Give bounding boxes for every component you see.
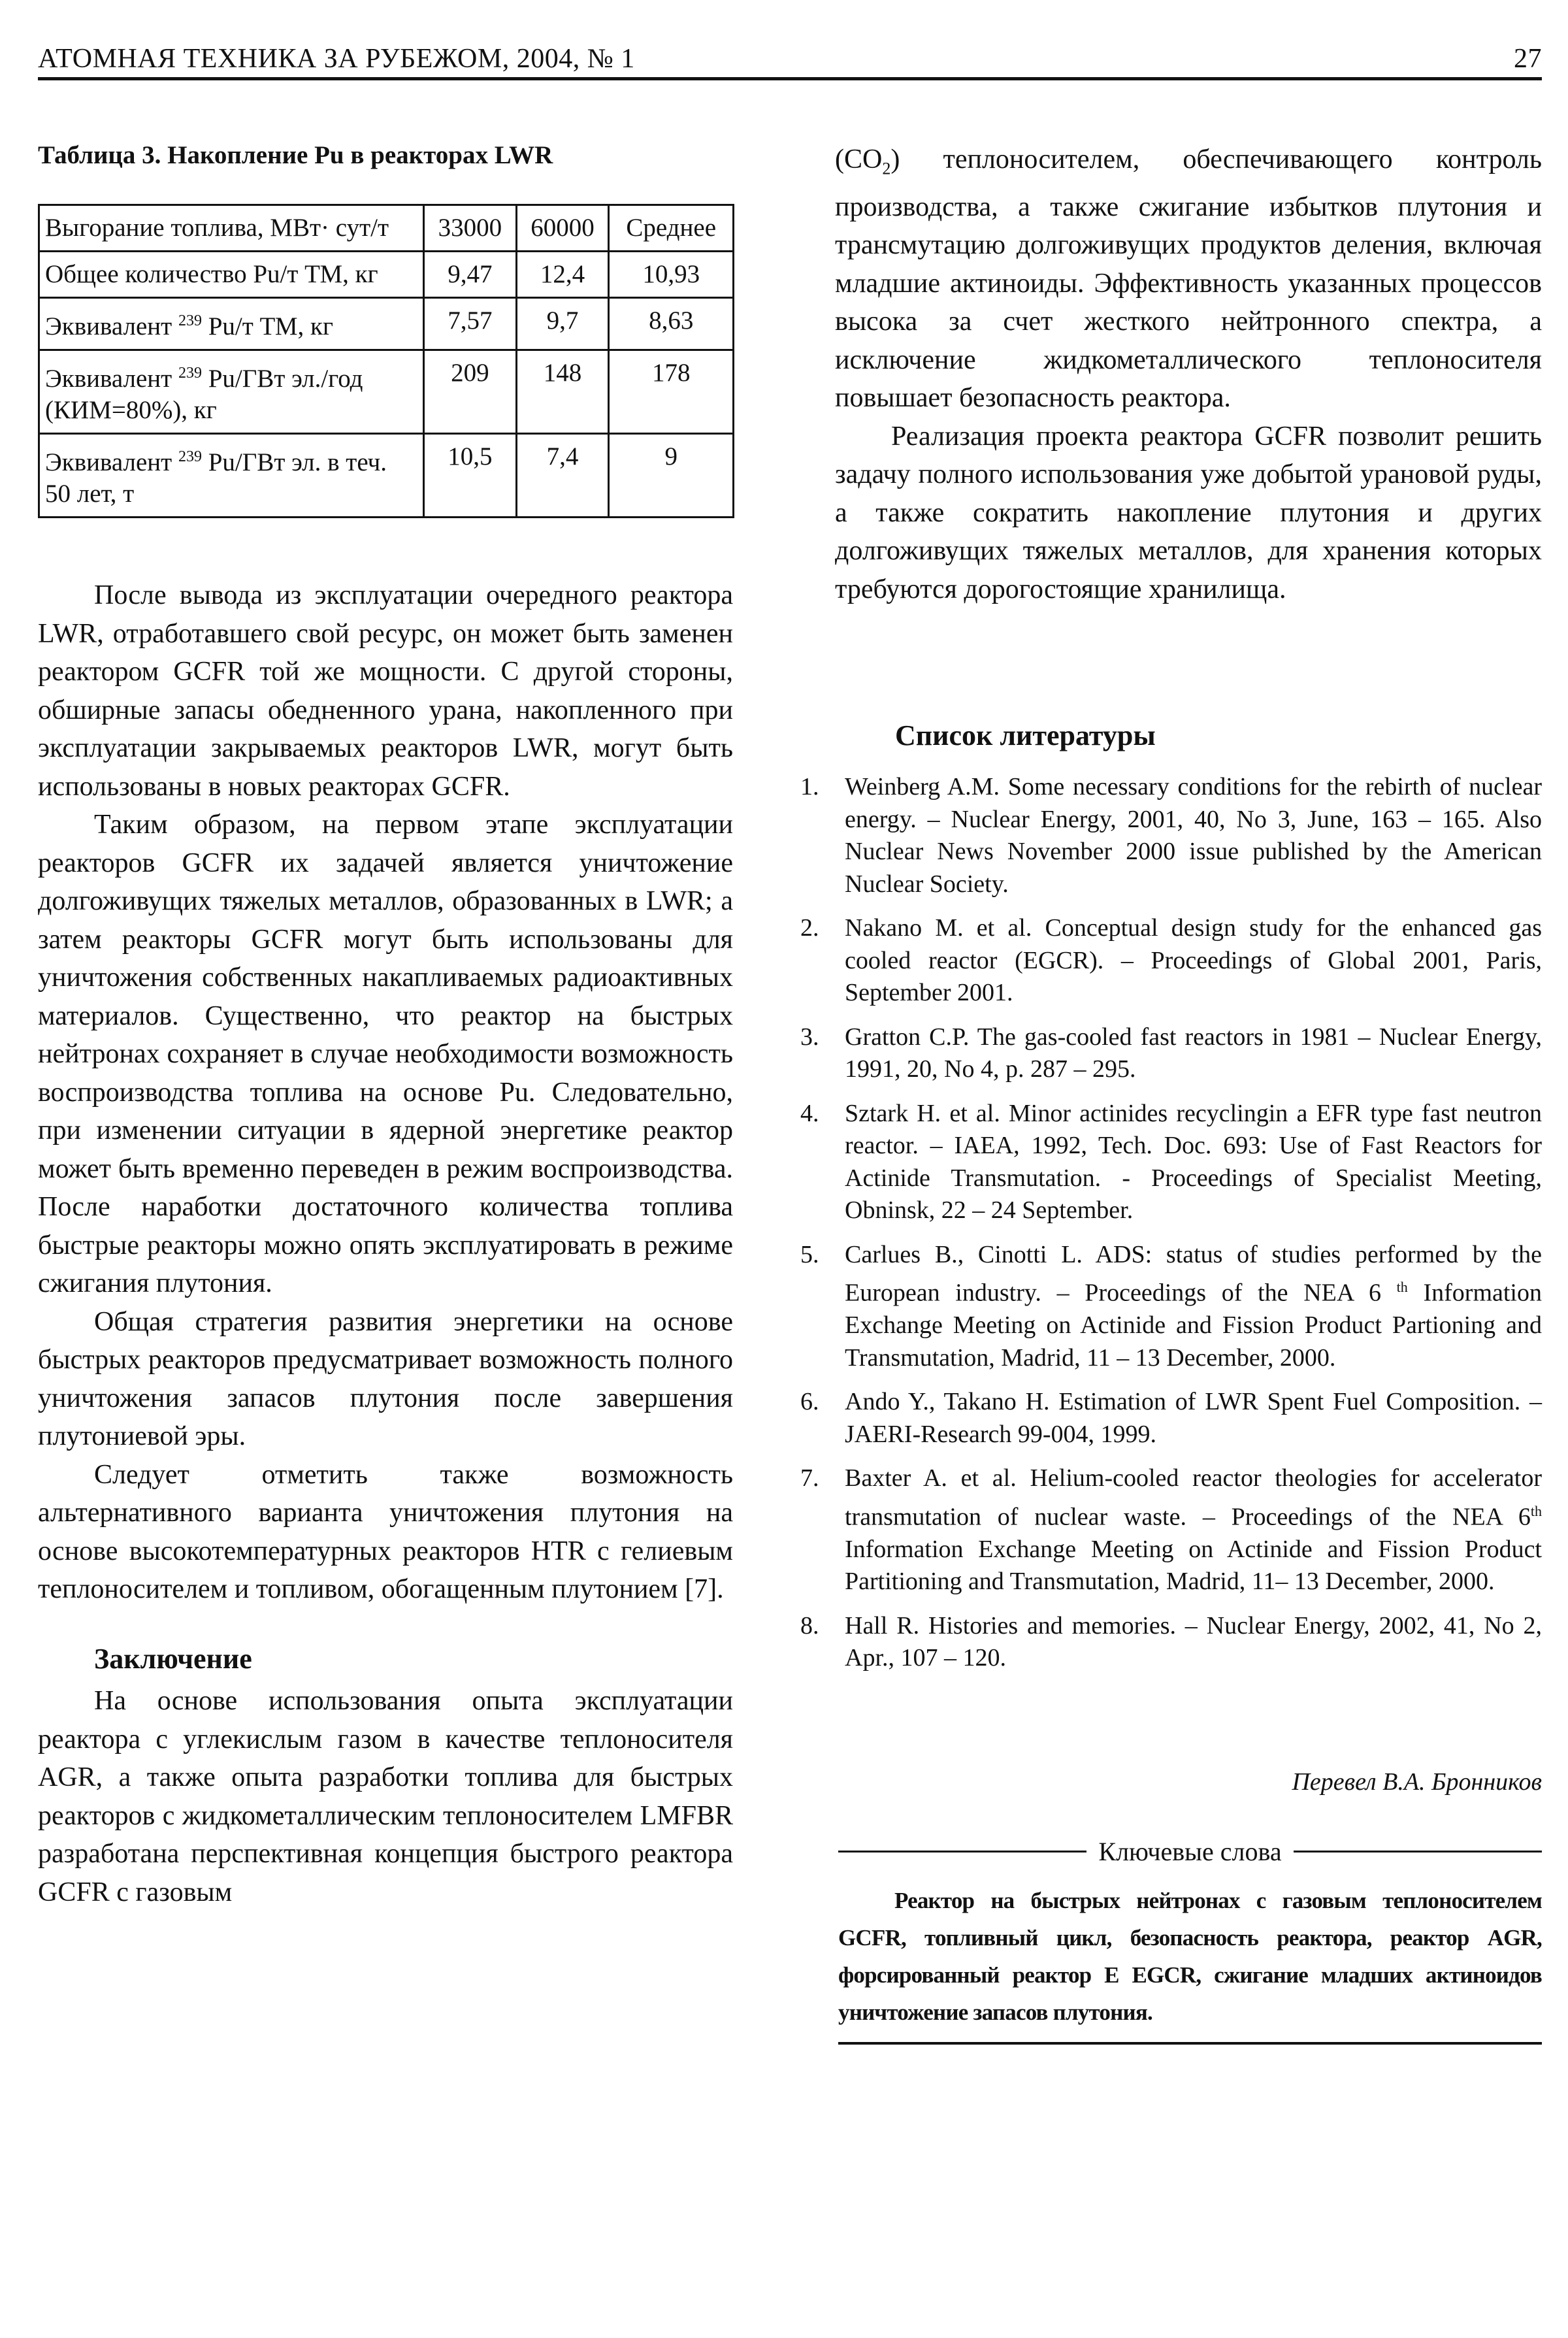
keywords-title-bar xyxy=(838,1836,1542,1867)
header-rule xyxy=(38,77,1542,80)
table-row-label: Эквивалент $^{239}$ Pu/т ТМ, кг xyxy=(39,298,424,350)
reference-item: 7. Baxter A. et al. Helium-cooled reactor theologies for accelerator transmutation of nuclear waste. – Proceedings of the NEA 6th Information Exchange Meeting on Actinide and Fission Product Partitioning and Transmutation, Madrid, 11– 13 December, 2000. xyxy=(800,1464,1542,1596)
table-cell: 12,4 xyxy=(516,252,609,298)
table-cell: 10,93 xyxy=(609,252,734,298)
keywords-rule-right xyxy=(1294,1851,1542,1852)
table-row xyxy=(39,434,734,518)
table-row-label: Эквивалент $^{239}$ Pu/ГВт эл./год (КИМ=80%), кг xyxy=(39,350,424,434)
table-row xyxy=(39,298,734,350)
page-number: 27 xyxy=(1514,44,1542,74)
table-cell: 7,57 xyxy=(424,298,517,350)
table-cell: 178 xyxy=(609,350,734,434)
table-row-label: Общее количество Pu/т ТМ, кг xyxy=(39,252,424,298)
table-cell: 209 xyxy=(424,350,517,434)
reference-item: 8. Hall R. Histories and memories. – Nuclear Energy, 2002, 41, No 2, Apr., 107 – 120. xyxy=(800,1611,1542,1672)
left-column-text xyxy=(38,576,733,1911)
conclusion-heading: Заключение xyxy=(94,1642,252,1675)
table-row xyxy=(39,252,734,298)
table-row-label: Эквивалент $^{239}$ Pu/ГВт эл. в теч. 50 лет, т xyxy=(39,434,424,518)
table-cell: 9,7 xyxy=(516,298,609,350)
table-cell: 8,63 xyxy=(609,298,734,350)
reference-item: 4. Sztark H. et al. Minor actinides recyclingin a EFR type fast neutron reactor. – IAEA, 1992, Tech. Doc. 693: Use of Fast Reactors for Actinide Transmutation. - Proceedings of Specialist Meeting, Obninsk, 22 – 24 September. xyxy=(800,1099,1542,1224)
reference-item: 6. Ando Y., Takano H. Estimation of LWR Spent Fuel Composition. – JAERI-Research 99-004, 1999. xyxy=(800,1388,1542,1448)
keywords-text: Реактор на быстрых нейтронах с газовым теплоносителем GCFR, топливный цикл, безопасность реактора, реактор AGR, форсированный реактор E EGCR, сжигание младших актиноидов уничтожение запасов плутония. xyxy=(838,1888,1542,2025)
running-header xyxy=(38,31,1542,74)
table-header-row xyxy=(39,205,734,252)
reference-item: 5. Carlues B., Cinotti L. ADS: status of studies performed by the European industry. – Proceedings of the NEA 6 $^{th}$ Information Exchange Meeting on Actinide and Fission Product Partioning and Transmutation, Madrid, 11 – 13 December, 2000. xyxy=(800,1240,1542,1372)
conclusion-paragraph: На основе использования опыта эксплуатации реактора с углекислым газом в качестве теплоносителя AGR, а также опыта разработки топлива для быстрых реакторов с жидкометаллическим теплоносителем LMFBR разработана перспективная концепция быстрого реактора GCFR с газовым xyxy=(38,1686,733,1907)
table-cell: 7,4 xyxy=(516,434,609,518)
right-column-text xyxy=(835,140,1542,608)
reference-item: 1. Weinberg A.M. Some necessary conditions for the rebirth of nuclear energy. – Nuclear Energy, 2001, 40, No 3, June, 163 – 165. Also Nuclear News November 2000 issue published by the American Nuclear Society. xyxy=(800,773,1542,898)
reference-item: 2. Nakano M. et al. Conceptual design study for the enhanced gas cooled reactor (EGCR). – Proceedings of Global 2001, Paris, September 2001. xyxy=(800,914,1542,1006)
body-paragraph: Общая стратегия развития энергетики на основе быстрых реакторов предусматривает возможность полного уничтожения запасов плутония после завершения плутониевой эры. xyxy=(38,1306,733,1451)
keywords-title: Ключевые слова xyxy=(1098,1837,1282,1866)
references-list xyxy=(800,771,1542,1687)
keywords-bottom-rule xyxy=(838,2042,1542,2045)
table-header-col1: 33000 xyxy=(424,205,517,252)
table-cell: 9,47 xyxy=(424,252,517,298)
body-paragraph: Таким образом, на первом этапе эксплуатации реакторов GCFR их задачей является уничтожение долгоживущих тяжелых металлов, образованных в LWR; а затем реакторы GCFR могут быть использованы для уничтожения собственных накапливаемых радиоактивных материалов. Существенно, что реактор на быстрых нейтронах сохраняет в случае необходимости возможность воспроизводства топлива на основе Pu. Следовательно, при изменении ситуации в ядерной энергетике реактор может быть временно переведен в режим воспроизводства. После наработки достаточного количества топлива быстрые реакторы можно опять эксплуатировать в режиме сжигания плутония. xyxy=(38,810,733,1298)
pu-accumulation-table xyxy=(38,204,734,518)
table-cell: 148 xyxy=(516,350,609,434)
references-heading: Список литературы xyxy=(895,719,1156,751)
continuation-paragraph: $(CO_2)$ теплоносителем, обеспечивающего контроль производства, а также сжигание избытков плутония и трансмутацию долгоживущих продуктов деления, включая младшие актиноиды. Эффективность указанных процессов высока за счет жесткого нейтронного спектра, а исключение жидкометаллического теплоносителя повышает безопасность реактора. xyxy=(835,144,1542,414)
reference-item: 3. Gratton C.P. The gas-cooled fast reactors in 1981 – Nuclear Energy, 1991, 20, No 4, p. 287 – 295. xyxy=(800,1023,1542,1083)
keywords-body xyxy=(838,1882,1542,2031)
table-header-label: Выгорание топлива, МВт· сут/т xyxy=(39,205,424,252)
table-row xyxy=(39,350,734,434)
translator-credit: Перевел В.А. Бронников xyxy=(1292,1768,1542,1796)
table-header-col3: Среднее xyxy=(609,205,734,252)
body-paragraph: Реализация проекта реактора GCFR позволит решить задачу полного использования уже добытой урановой руды, а также сократить накопление плутония и других долгоживущих тяжелых металлов, для хранения которых требуются дорогостоящие хранилища. xyxy=(835,421,1542,604)
journal-title: АТОМНАЯ ТЕХНИКА ЗА РУБЕЖОМ, 2004, № 1 xyxy=(38,44,635,74)
body-paragraph: После вывода из эксплуатации очередного реактора LWR, отработавшего свой ресурс, он может быть заменен реактором GCFR той же мощности. С другой стороны, обширные запасы обедненного урана, накопленного при эксплуатации закрываемых реакторов LWR, могут быть использованы в новых реакторах GCFR. xyxy=(38,580,733,802)
keywords-rule-left xyxy=(838,1851,1086,1852)
table-caption: Таблица 3. Накопление Pu в реакторах LWR xyxy=(38,141,553,169)
table-cell: 10,5 xyxy=(424,434,517,518)
body-paragraph: Следует отметить также возможность альтернативного варианта уничтожения плутония на основе высокотемпературных реакторов HTR с гелиевым теплоносителем и топливом, обогащенным плутонием [7]. xyxy=(38,1459,733,1604)
table-cell: 9 xyxy=(609,434,734,518)
table-header-col2: 60000 xyxy=(516,205,609,252)
